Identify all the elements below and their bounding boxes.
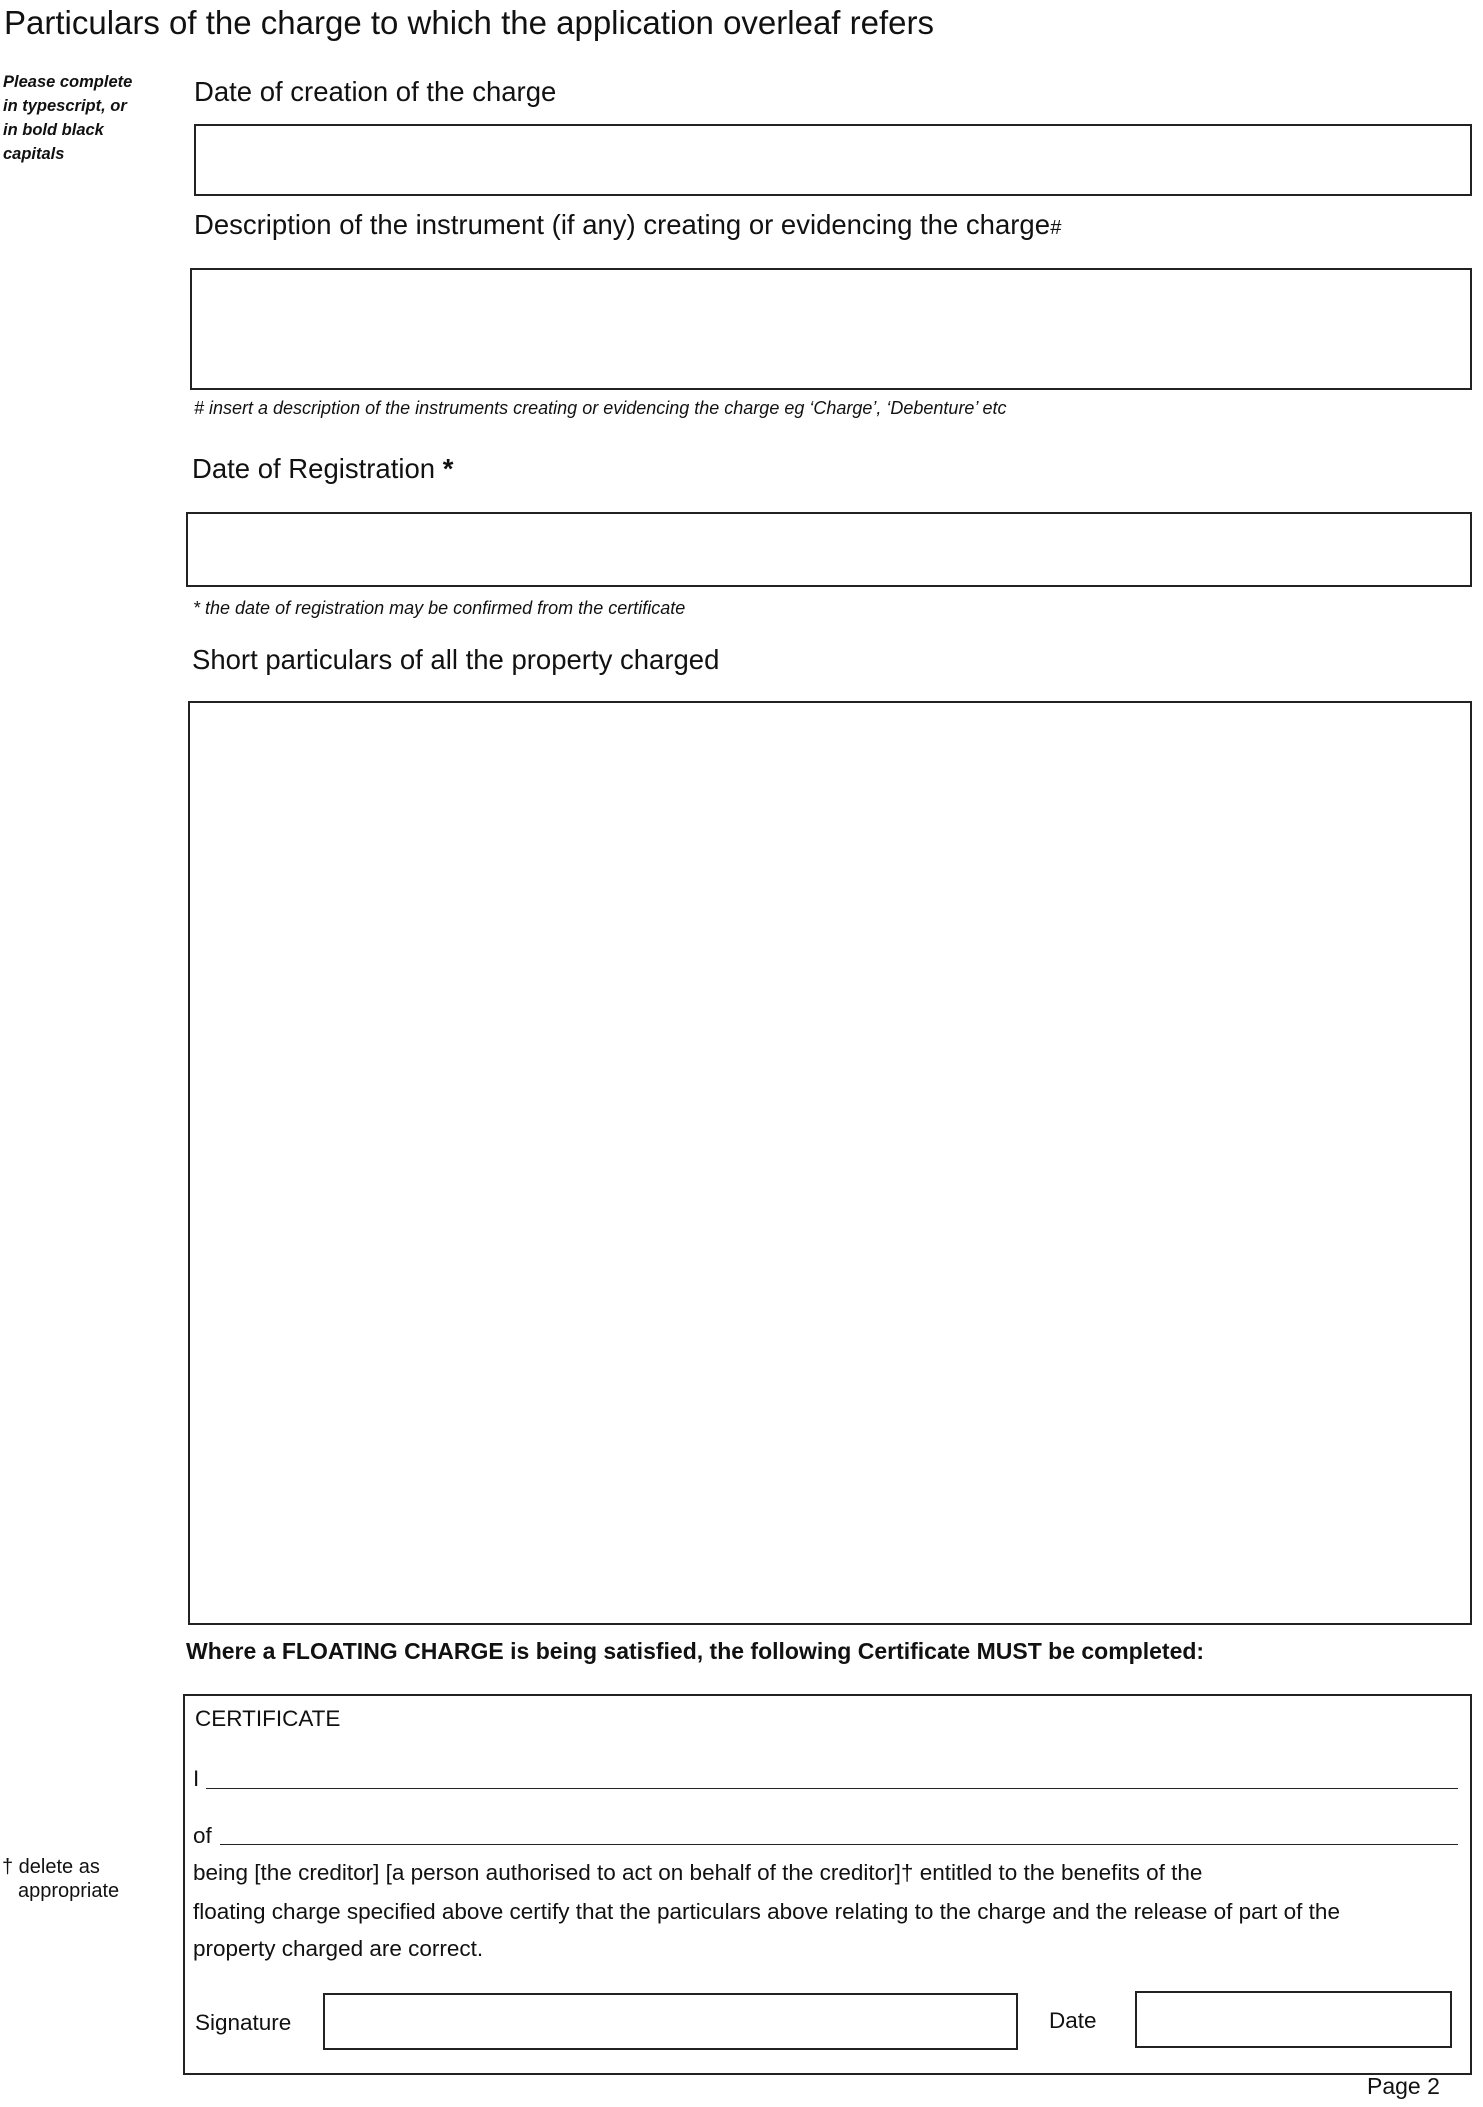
page-number: Page 2 [1367,2073,1440,2099]
instrument-label-text: Description of the instrument (if any) creating or evidencing the charge [194,209,1050,240]
certificate-body-line: floating charge specified above certify that the particulars above relating to the charge and the release of part of the [193,1899,1340,1924]
delete-note-line: appropriate [18,1880,120,1902]
certificate-title: CERTIFICATE [195,1706,341,1731]
creation-date-label: Date of creation of the charge [194,76,557,107]
certificate-body-line: property charged are correct. [193,1936,484,1961]
delete-note-line: † delete as [2,1856,100,1878]
signature-field[interactable] [323,1993,1018,2050]
page-title: Particulars of the charge to which the application overleaf refers [4,4,934,41]
registration-date-field[interactable] [186,512,1472,587]
certificate-of-label: of [193,1823,212,1848]
registration-footnote-marker: * [442,453,454,484]
certificate-i-label: I [193,1766,200,1791]
signature-label: Signature [195,2010,292,2035]
property-label: Short particulars of all the property charged [192,644,720,675]
certificate-name-line[interactable] [206,1762,1458,1789]
date-field[interactable] [1135,1991,1452,2048]
registration-date-label-text: Date of Registration [192,453,436,484]
completion-instructions-line: in typescript, or [3,97,127,115]
date-label: Date [1049,2008,1097,2033]
property-particulars-field[interactable] [188,701,1472,1625]
certificate-address-line[interactable] [220,1818,1458,1845]
instrument-description-field[interactable] [190,268,1472,390]
registration-footnote: * the date of registration may be confirmed from the certificate [193,598,686,618]
floating-charge-heading: Where a FLOATING CHARGE is being satisfied, the following Certificate MUST be completed: [186,1638,1205,1664]
certificate-body-line: being [the creditor] [a person authorised to act on behalf of the creditor]† entitled to the benefits of the [193,1860,1203,1885]
instrument-label [194,209,1061,241]
registration-date-label [192,453,453,485]
completion-instructions-line: Please complete [3,73,133,91]
creation-date-field[interactable] [194,124,1472,196]
completion-instructions-line: in bold black [3,121,104,139]
instrument-footnote-marker: # [1050,217,1062,239]
completion-instructions [3,70,153,166]
instrument-footnote: # insert a description of the instruments creating or evidencing the charge eg ‘Charge’, ‘Debenture’ etc [194,398,1007,418]
completion-instructions-line: capitals [3,145,65,163]
delete-as-appropriate-note [2,1855,119,1903]
